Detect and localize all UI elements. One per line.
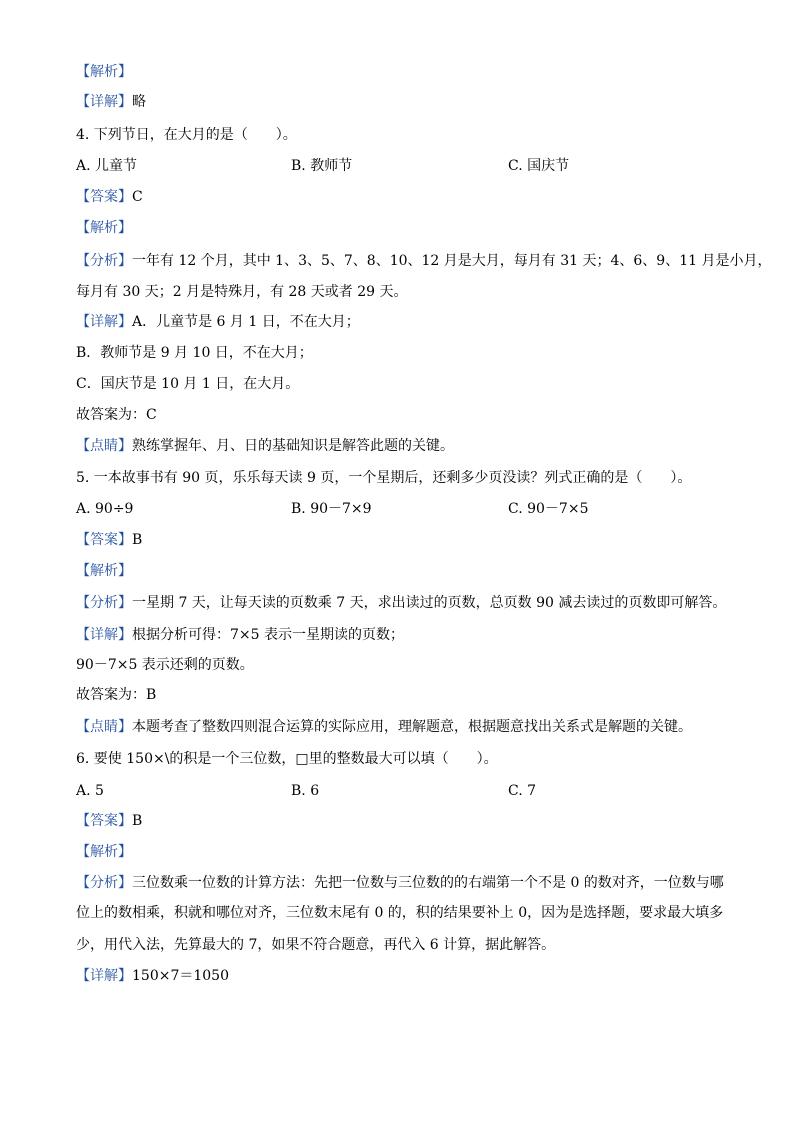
section-label: 【答案】 [76,189,132,205]
line-text: 根据分析可得：7×5 表示一星期读的页数； [132,627,404,643]
line-text: 少，用代入法，先算最大的 7，如果不符合题意，再代入 6 计算，据此解答。 [76,937,556,953]
text-line [76,470,736,486]
line-text: A．儿童节是 6 月 1 日，不在大月； [132,314,360,330]
line-text: 三位数乘一位数的计算方法：先把一位数与三位数的的右端第一个不是 0 的数对齐，一位数与哪 [132,875,724,891]
section-label: 【答案】 [76,813,132,829]
text-line [76,376,736,392]
line-text: B [132,532,143,548]
text-line [76,127,736,143]
option-b: B. 90－7×9 [291,501,372,517]
section-label: 【点睛】 [76,438,132,454]
section-label: 【详解】 [76,968,132,984]
labeled-line [76,314,736,330]
line-text: B．教师节是 9 月 10 日，不在大月； [76,345,313,361]
section-label: 【解析】 [76,220,132,236]
option-a: A. 5 [76,783,104,799]
section-label: 【详解】 [76,314,132,330]
option-a: A. 90÷9 [76,501,134,517]
section-label: 【点睛】 [76,719,132,735]
section-label: 【解析】 [76,64,132,80]
line-text: B [132,813,143,829]
line-text: 熟练掌握年、月、日的基础知识是解答此题的关键。 [132,438,454,454]
text-line [76,687,736,703]
text-line [76,937,736,953]
labeled-line [76,220,736,236]
labeled-line [76,813,736,829]
labeled-line [76,438,736,454]
labeled-line [76,595,736,611]
option-c: C. 国庆节 [508,158,570,174]
line-text: C [132,189,143,205]
labeled-line [76,189,736,205]
labeled-line [76,94,736,110]
line-text: 故答案为：B [76,687,157,703]
section-label: 【解析】 [76,563,132,579]
labeled-line [76,968,736,984]
text-line [76,751,736,767]
line-text: C．国庆节是 10 月 1 日，在大月。 [76,376,300,392]
text-line [76,905,736,921]
line-text: 略 [132,94,146,110]
line-text: 一星期 7 天，让每天读的页数乘 7 天，求出读过的页数，总页数 90 减去读过的页数即可解答。 [132,595,727,611]
section-label: 【详解】 [76,94,132,110]
labeled-line [76,64,736,80]
line-text: 位上的数相乘，积就和哪位对齐，三位数末尾有 0 的，积的结果要补上 0，因为是选择题，要求最大填多 [76,905,724,921]
text-line [76,345,736,361]
section-label: 【解析】 [76,844,132,860]
section-label: 【答案】 [76,532,132,548]
text-line [76,657,736,673]
section-label: 【分析】 [76,595,132,611]
labeled-line [76,719,736,735]
line-text: 故答案为：C [76,407,157,423]
section-label: 【详解】 [76,627,132,643]
option-c: C. 7 [508,783,537,799]
line-text: 90－7×5 表示还剩的页数。 [76,657,254,673]
labeled-line [76,563,736,579]
line-text: 一年有 12 个月，其中 1、3、5、7、8、10、12 月是大月，每月有 31 天；4、6、9、11 月是小月， [132,253,772,269]
labeled-line [76,844,736,860]
option-b: B. 6 [291,783,320,799]
line-text: 本题考查了整数四则混合运算的实际应用，理解题意，根据题意找出关系式是解题的关键。 [132,719,692,735]
labeled-line [76,627,736,643]
section-label: 【分析】 [76,253,132,269]
text-line [76,407,736,423]
line-text: 4. 下列节日，在大月的是（ ）。 [76,127,297,143]
line-text: 6. 要使 150×\的积是一个三位数，□里的整数最大可以填（ ）。 [76,751,498,767]
option-b: B. 教师节 [291,158,353,174]
option-a: A. 儿童节 [76,158,138,174]
line-text: 5. 一本故事书有 90 页，乐乐每天读 9 页，一个星期后，还剩多少页没读？列式正确的是（ ）。 [76,470,692,486]
labeled-line [76,532,736,548]
labeled-line [76,253,772,269]
option-c: C. 90－7×5 [508,501,589,517]
text-line [76,284,736,300]
section-label: 【分析】 [76,875,132,891]
labeled-line [76,875,736,891]
line-text: 150×7＝1050 [132,968,229,984]
line-text: 每月有 30 天；2 月是特殊月，有 28 天或者 29 天。 [76,284,408,300]
